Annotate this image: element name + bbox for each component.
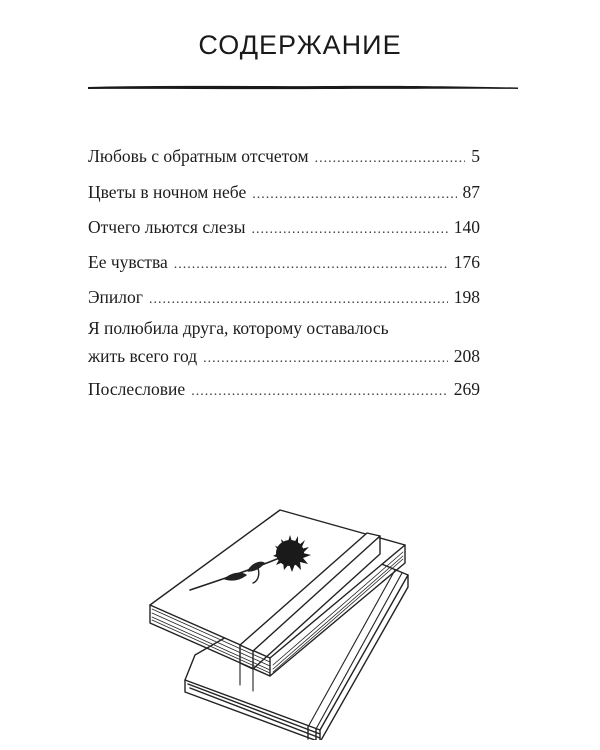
toc-entry-page: 269	[453, 379, 480, 399]
toc-entry-page: 198	[453, 287, 480, 307]
toc-entry-page: 176	[453, 252, 480, 272]
toc-entry-page: 5	[471, 146, 480, 166]
toc-leader-dots	[174, 253, 448, 277]
toc-entry-title: Цветы в ночном небе	[88, 182, 247, 202]
toc-entry-title: Послесловие	[88, 379, 186, 399]
toc-leader-dots	[191, 380, 448, 404]
title-underline	[86, 80, 520, 94]
toc-entry-title: Любовь с обратным отсчетом	[88, 146, 309, 166]
toc-entry[interactable]	[88, 215, 480, 242]
toc-entry-title: Отчего льются слезы	[88, 217, 246, 237]
toc-entry[interactable]	[88, 377, 480, 404]
toc-entry-title: Ее чувства	[88, 252, 168, 272]
toc-leader-dots	[203, 347, 448, 371]
toc-entry[interactable]	[88, 144, 480, 171]
page-title: СОДЕРЖАНИЕ	[198, 30, 402, 60]
toc-entry[interactable]	[88, 285, 480, 312]
toc-entry-page: 208	[453, 346, 480, 366]
toc-entry-title-line1: Я полюбила друга, которому оставалось	[88, 318, 389, 338]
toc-entry[interactable]	[88, 250, 480, 277]
toc-entry-page: 87	[462, 182, 480, 202]
toc-entry[interactable]	[88, 316, 480, 371]
toc-entry-page: 140	[453, 217, 480, 237]
toc-leader-dots	[251, 218, 447, 242]
toc-leader-dots	[149, 288, 448, 312]
notebooks-with-flower-icon	[140, 495, 470, 740]
toc-entry-title: Эпилог	[88, 287, 143, 307]
toc-leader-dots	[252, 183, 456, 207]
toc-entry-title-line2: жить всего год	[88, 346, 198, 366]
toc-leader-dots	[315, 147, 466, 171]
toc-entry[interactable]	[88, 180, 480, 207]
